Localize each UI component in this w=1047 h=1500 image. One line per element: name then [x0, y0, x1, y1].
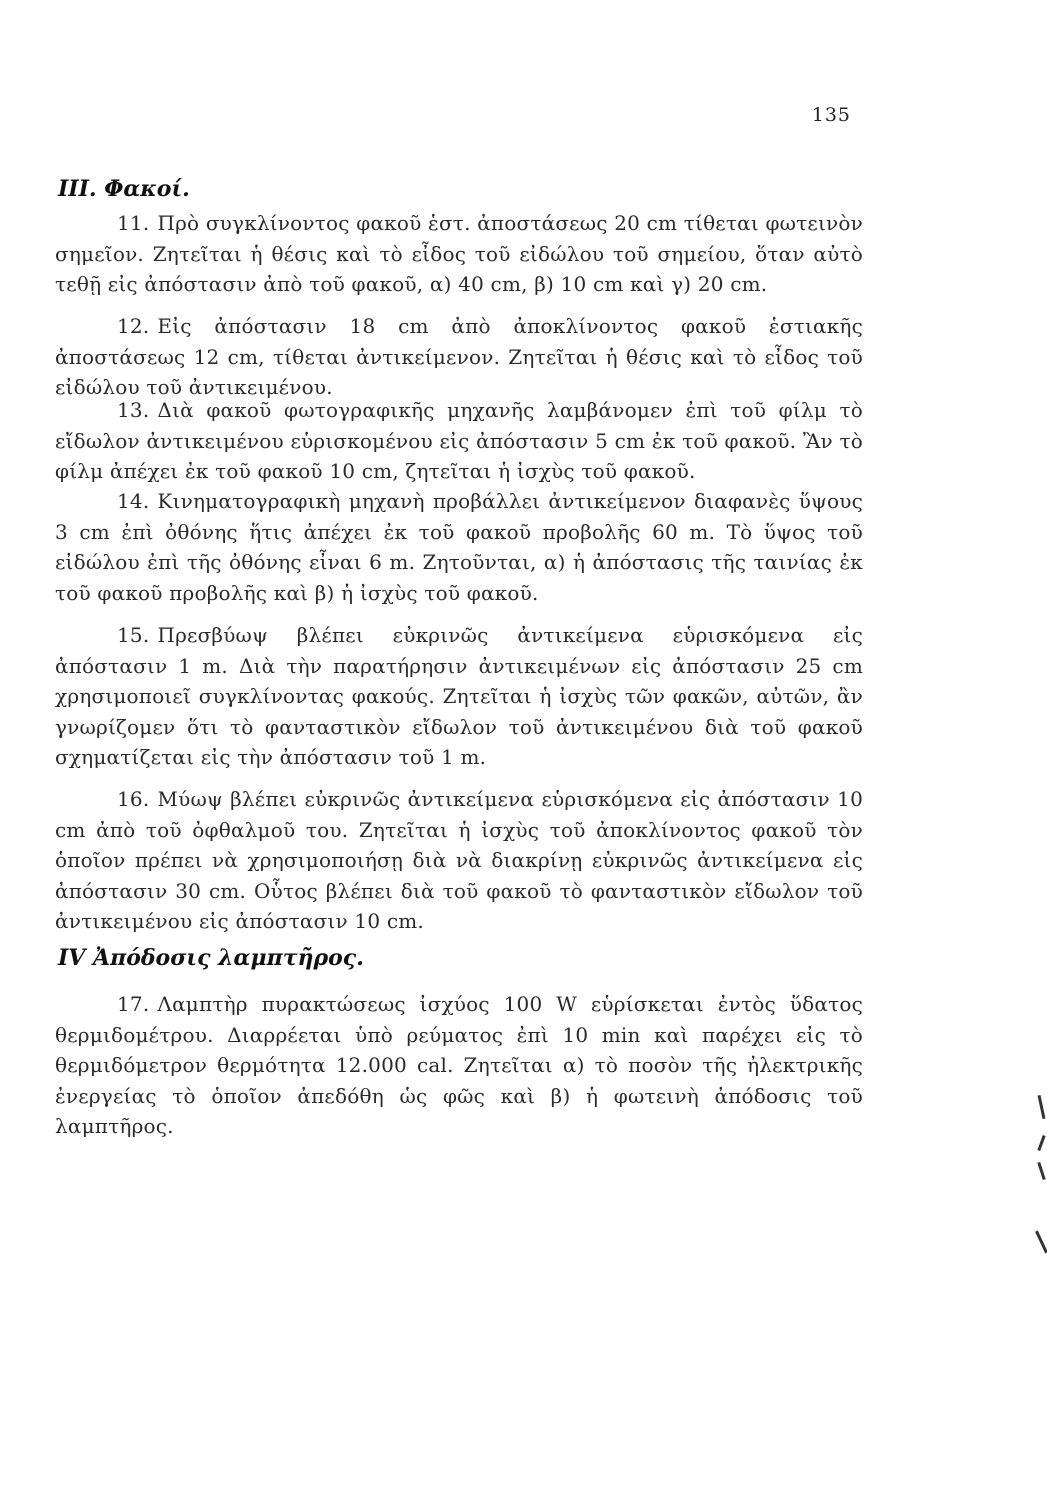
problem-text: Κινηματογραφικὴ μηχανὴ προβάλλει ἀντικείμενον διαφανὲς ὕψους 3 cm ἐπὶ ὀθόνης ἥτις ἀπέχει ἐκ τοῦ φακοῦ προβολῆς 60 m. Τὸ ὕψος τοῦ εἰδώλου ἐπὶ τῆς ὀθόνης εἶναι 6 m. Ζητοῦνται, α) ἡ ἀπόστασις τῆς ταινίας ἐκ τοῦ φακοῦ προβολῆς καὶ β) ἡ ἰσχὺς τοῦ φακοῦ.	[55, 489, 863, 605]
problem-14	[55, 486, 863, 608]
problem-15	[55, 620, 863, 773]
problem-number: 12.	[117, 314, 150, 338]
problem-11	[55, 208, 863, 300]
problem-13	[55, 395, 863, 487]
scan-edge-mark	[1038, 1095, 1046, 1119]
section-heading-lamp-efficiency: IV Ἀπόδοσις λαμπτῆρος.	[58, 945, 364, 971]
problem-text: Πρὸ συγκλίνοντος φακοῦ ἑστ. ἀποστάσεως 20 cm τίθεται φωτεινὸν σημεῖον. Ζητεῖται ἡ θέσις καὶ τὸ εἶδος τοῦ εἰδώλου τοῦ σημείου, ὅταν αὐτὸ τεθῇ εἰς ἀπόστασιν ἀπὸ τοῦ φακοῦ, α) 40 cm, β) 10 cm καὶ γ) 20 cm.	[55, 211, 863, 296]
problem-number: 11.	[117, 211, 150, 235]
scan-edge-mark	[1037, 1162, 1045, 1180]
section-heading-lenses: III. Φακοί.	[58, 176, 190, 202]
problem-number: 15.	[117, 623, 150, 647]
problem-number: 16.	[117, 787, 150, 811]
problem-text: Πρεσβύωψ βλέπει εὐκρινῶς ἀντικείμενα εὑρισκόμενα εἰς ἀπόστασιν 1 m. Διὰ τὴν παρατήρησιν ἀντικειμένων εἰς ἀπόστασιν 25 cm χρησιμοποιεῖ συγκλίνοντας φακούς. Ζητεῖται ἡ ἰσχὺς τῶν φακῶν, αὐτῶν, ἂν γνωρίζομεν ὅτι τὸ φανταστικὸν εἴδωλον τοῦ ἀντικειμένου διὰ τοῦ φακοῦ σχηματίζεται εἰς τὴν ἀπόστασιν τοῦ 1 m.	[55, 623, 863, 769]
problem-number: 14.	[117, 489, 150, 513]
problem-12	[55, 311, 863, 403]
problem-16	[55, 784, 863, 937]
problem-text: Εἰς ἀπόστασιν 18 cm ἀπὸ ἀποκλίνοντος φακοῦ ἑστιακῆς ἀποστάσεως 12 cm, τίθεται ἀντικείμενον. Ζητεῖται ἡ θέσις καὶ τὸ εἶδος τοῦ εἰδώλου τοῦ ἀντικειμένου.	[55, 314, 863, 399]
page-number: 135	[811, 104, 851, 126]
problem-number: 17.	[117, 992, 150, 1016]
problem-text: Διὰ φακοῦ φωτογραφικῆς μηχανῆς λαμβάνομεν ἐπὶ τοῦ φίλμ τὸ εἴδωλον ἀντικειμένου εὑρισκομένου εἰς ἀπόστασιν 5 cm ἐκ τοῦ φακοῦ. Ἂν τὸ φίλμ ἀπέχει ἐκ τοῦ φακοῦ 10 cm, ζητεῖται ἡ ἰσχὺς τοῦ φακοῦ.	[55, 398, 863, 483]
problem-text: Λαμπτὴρ πυρακτώσεως ἰσχύος 100 W εὑρίσκεται ἐντὸς ὕδατος θερμιδομέτρου. Διαρρέεται ὑπὸ ρεύματος ἐπὶ 10 min καὶ παρέχει εἰς τὸ θερμιδόμετρον θερμότητα 12.000 cal. Ζητεῖται α) τὸ ποσὸν τῆς ἠλεκτρικῆς ἐνεργείας τὸ ὁποῖον ἀπεδόθη ὡς φῶς καὶ β) ἡ φωτεινὴ ἀπόδοσις τοῦ λαμπτῆρος.	[55, 992, 863, 1138]
problem-17	[55, 989, 863, 1142]
problem-text: Μύωψ βλέπει εὐκρινῶς ἀντικείμενα εὑρισκόμενα εἰς ἀπόστασιν 10 cm ἀπὸ τοῦ ὀφθαλμοῦ του. Ζητεῖται ἡ ἰσχὺς τοῦ ἀποκλίνοντος φακοῦ τὸν ὁποῖον πρέπει νὰ χρησιμοποιήσῃ διὰ νὰ διακρίνῃ εὐκρινῶς ἀντικείμενα εἰς ἀπόστασιν 30 cm. Οὗτος βλέπει διὰ τοῦ φακοῦ τὸ φανταστικὸν εἴδωλον τοῦ ἀντικειμένου εἰς ἀπόστασιν 10 cm.	[55, 787, 863, 933]
scan-edge-mark	[1037, 1135, 1045, 1151]
scan-edge-mark	[1035, 1230, 1047, 1253]
problem-number: 13.	[117, 398, 150, 422]
